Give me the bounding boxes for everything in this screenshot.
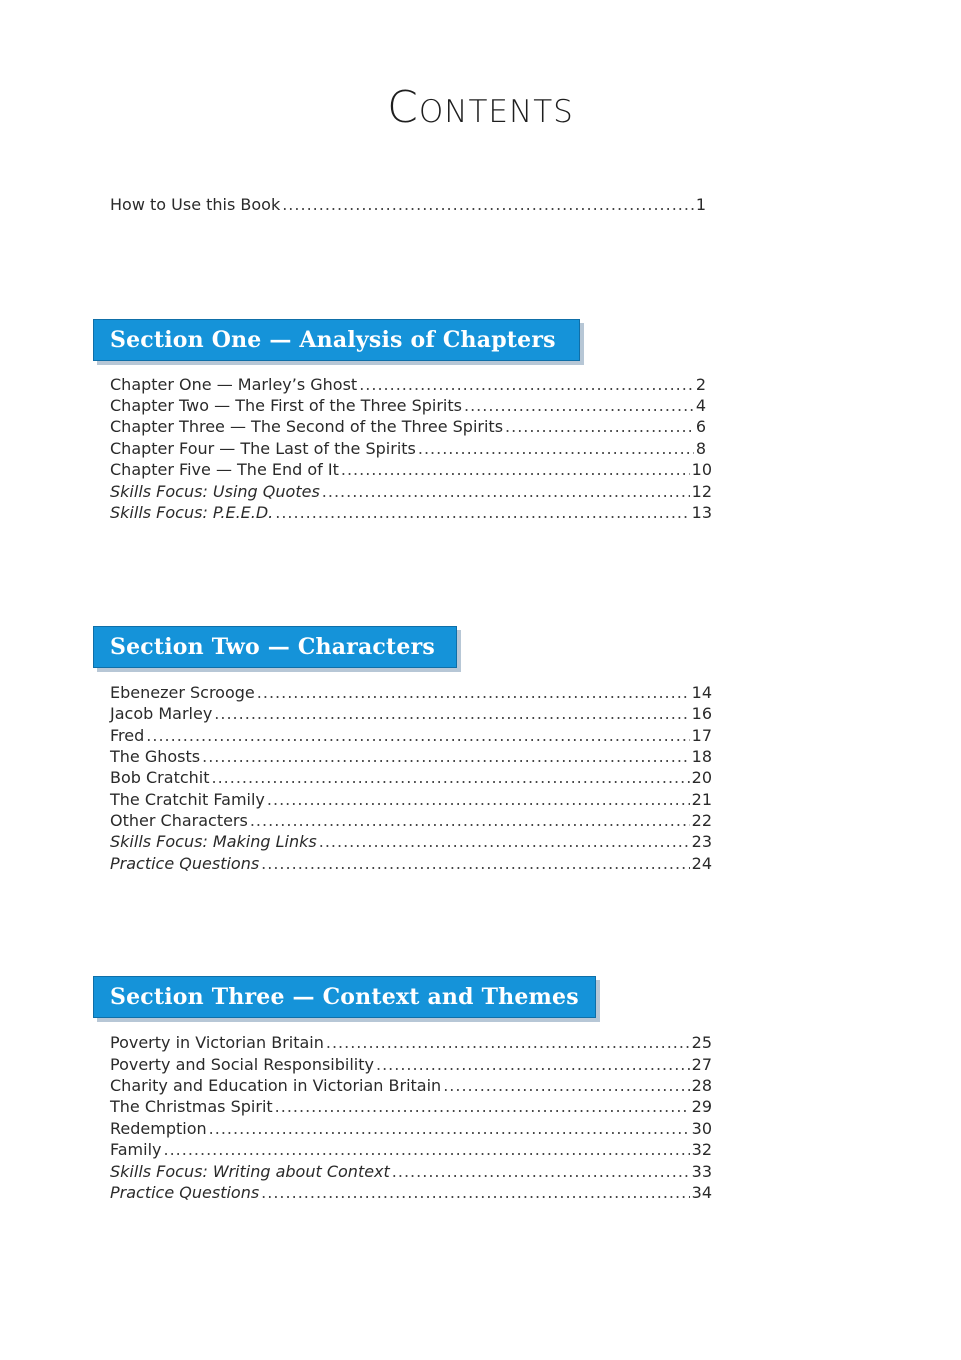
toc-entry-page: 29: [691, 1097, 712, 1116]
toc-entry-label: Skills Focus: Making Links: [110, 832, 317, 851]
toc-entry-page: 8: [695, 439, 706, 458]
toc-entry[interactable]: [110, 395, 706, 416]
toc-entry-page: 22: [691, 811, 712, 830]
leader-dots: [443, 1075, 689, 1096]
toc-entry-page: 21: [691, 790, 712, 809]
toc-entry-page: 34: [691, 1183, 712, 1202]
toc-entry-label: Skills Focus: P.E.E.D.: [110, 503, 274, 522]
toc-entry[interactable]: [110, 481, 712, 502]
leader-dots: [261, 853, 689, 874]
toc-entry-label: The Ghosts: [110, 747, 201, 766]
leader-dots: [326, 1032, 690, 1053]
toc-entry-page: 30: [691, 1119, 712, 1138]
toc-entry-label: Fred: [110, 726, 145, 745]
toc-entry-page: 18: [691, 747, 712, 766]
toc-entry[interactable]: [110, 1075, 712, 1096]
toc-entry-page: 10: [691, 460, 712, 479]
toc-entry-label: Practice Questions: [110, 854, 260, 873]
toc-entry[interactable]: [110, 416, 706, 437]
toc-entry[interactable]: [110, 725, 712, 746]
leader-dots: [392, 1161, 690, 1182]
leader-dots: [267, 789, 690, 810]
toc-entry[interactable]: [110, 746, 712, 767]
leader-dots: [214, 703, 689, 724]
leader-dots: [146, 725, 689, 746]
toc-entry[interactable]: [110, 1054, 712, 1075]
leader-dots: [261, 1182, 689, 1203]
toc-entry-page: 32: [691, 1140, 712, 1159]
toc-entry-page: 16: [691, 704, 712, 723]
toc-entry-label: Ebenezer Scrooge: [110, 683, 255, 702]
toc-entry-label: Practice Questions: [110, 1183, 260, 1202]
toc-entry-label: The Christmas Spirit: [110, 1097, 273, 1116]
toc-entry-page: 6: [695, 417, 706, 436]
leader-dots: [202, 746, 690, 767]
toc-entry-page: 1: [695, 195, 706, 214]
toc-entry-label: The Cratchit Family: [110, 790, 265, 809]
leader-dots: [212, 767, 690, 788]
toc-entry-page: 23: [691, 832, 712, 851]
toc-entry-label: Skills Focus: Writing about Context: [110, 1162, 390, 1181]
toc-entry-page: 28: [691, 1076, 712, 1095]
leader-dots: [275, 502, 689, 523]
toc-entry-label: Poverty in Victorian Britain: [110, 1033, 324, 1052]
toc-entry-page: 12: [691, 482, 712, 501]
toc-entry[interactable]: [110, 1161, 712, 1182]
toc-entry-label: Skills Focus: Using Quotes: [110, 482, 320, 501]
toc-entry[interactable]: [110, 438, 706, 459]
leader-dots: [376, 1054, 690, 1075]
section-heading: Section One — Analysis of Chapters: [110, 327, 556, 353]
leader-dots: [359, 374, 694, 395]
toc-entry-page: 20: [691, 768, 712, 787]
toc-entry-label: Chapter Five — The End of It: [110, 460, 339, 479]
toc-entry[interactable]: [110, 831, 712, 852]
toc-entry-page: 2: [695, 375, 706, 394]
toc-entry[interactable]: [110, 1032, 712, 1053]
leader-dots: [282, 194, 694, 215]
toc-entry[interactable]: [110, 1182, 712, 1203]
section-three-header: [93, 976, 596, 1018]
toc-entry-label: Chapter Two — The First of the Three Spirits: [110, 396, 462, 415]
toc-entry-label: Chapter Three — The Second of the Three Spirits: [110, 417, 504, 436]
toc-entry-label: Jacob Marley: [110, 704, 213, 723]
toc-entry-label: How to Use this Book: [110, 195, 281, 214]
leader-dots: [319, 831, 690, 852]
leader-dots: [275, 1096, 690, 1117]
toc-entry-label: Chapter One — Marley’s Ghost: [110, 375, 358, 394]
toc-entry-page: 17: [691, 726, 712, 745]
section-two-header: [93, 626, 457, 668]
section-heading: Section Three — Context and Themes: [110, 984, 579, 1010]
toc-entry-label: Family: [110, 1140, 162, 1159]
toc-entry-label: Chapter Four — The Last of the Spirits: [110, 439, 416, 458]
toc-entry[interactable]: [110, 682, 712, 703]
leader-dots: [505, 416, 694, 437]
toc-entry[interactable]: [110, 1096, 712, 1117]
toc-entry-label: Bob Cratchit: [110, 768, 210, 787]
toc-entry-label: Other Characters: [110, 811, 248, 830]
leader-dots: [322, 481, 690, 502]
toc-entry[interactable]: [110, 374, 706, 395]
leader-dots: [341, 459, 690, 480]
toc-entry[interactable]: [110, 767, 712, 788]
leader-dots: [163, 1139, 689, 1160]
toc-entry-label: Redemption: [110, 1119, 207, 1138]
section-one-header: [93, 319, 580, 361]
leader-dots: [257, 682, 690, 703]
toc-entry-page: 25: [691, 1033, 712, 1052]
toc-entry[interactable]: [110, 853, 712, 874]
toc-entry-page: 24: [691, 854, 712, 873]
leader-dots: [209, 1118, 690, 1139]
toc-entry-label: Poverty and Social Responsibility: [110, 1055, 374, 1074]
toc-entry-page: 27: [691, 1055, 712, 1074]
toc-entry[interactable]: [110, 789, 712, 810]
section-heading: Section Two — Characters: [110, 634, 435, 660]
toc-entry[interactable]: [110, 1118, 712, 1139]
toc-entry-page: 13: [691, 503, 712, 522]
toc-entry[interactable]: [110, 810, 712, 831]
leader-dots: [250, 810, 690, 831]
toc-entry-how-to-use[interactable]: [110, 194, 706, 215]
toc-entry[interactable]: [110, 459, 712, 480]
toc-entry[interactable]: [110, 703, 712, 724]
toc-entry-label: Charity and Education in Victorian Britain: [110, 1076, 442, 1095]
toc-entry[interactable]: [110, 502, 712, 523]
leader-dots: [418, 438, 694, 459]
toc-entry-page: 4: [695, 396, 706, 415]
page-title: Contents: [387, 82, 574, 133]
toc-entry-page: 33: [691, 1162, 712, 1181]
toc-entry-page: 14: [691, 683, 712, 702]
leader-dots: [464, 395, 694, 416]
toc-entry[interactable]: [110, 1139, 712, 1160]
